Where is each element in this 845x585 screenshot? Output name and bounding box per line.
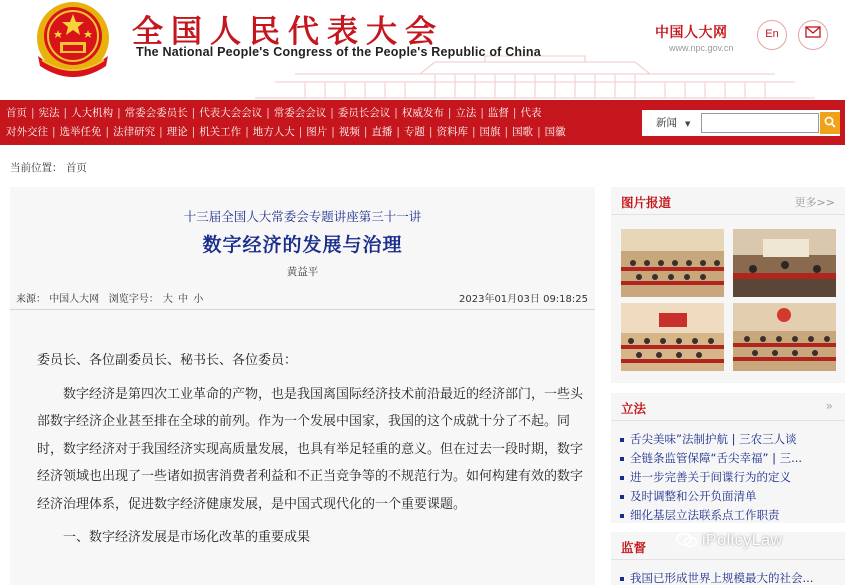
nav-item-supervision[interactable]: 监督 bbox=[487, 107, 509, 119]
search-button[interactable] bbox=[820, 112, 840, 134]
main-navigation bbox=[0, 100, 845, 145]
nav-item-emblem[interactable]: 国徽 bbox=[544, 126, 566, 138]
chevron-down-icon: ▼ bbox=[685, 120, 691, 128]
nav-item-elections[interactable]: 选举任免 bbox=[59, 126, 102, 138]
search-category-value: 新闻 bbox=[656, 117, 677, 129]
font-size-small[interactable]: 小 bbox=[193, 294, 204, 305]
photo-news-more-link[interactable]: 更多>> bbox=[794, 196, 835, 209]
great-hall-graphic bbox=[255, 52, 815, 100]
article-body bbox=[37, 347, 585, 552]
article-meta bbox=[16, 290, 588, 305]
supervision-title: 监督 bbox=[621, 540, 647, 555]
nav-item-legal-research[interactable]: 法律研究 bbox=[113, 126, 156, 138]
site-title-english: The National People's Congress of the People's Republic of China bbox=[136, 45, 541, 59]
watermark bbox=[676, 532, 783, 550]
site-title-chinese: 全国人民代表大会 bbox=[132, 14, 444, 50]
breadcrumb-label: 当前位置： bbox=[10, 162, 63, 174]
supervision-item[interactable]: 我国已形成世界上规模最大的社会... bbox=[619, 569, 845, 585]
nav-item-deputies[interactable]: 代表 bbox=[520, 107, 542, 119]
nav-item-agency-work[interactable]: 机关工作 bbox=[199, 126, 242, 138]
nav-item-legislation[interactable]: 立法 bbox=[455, 107, 477, 119]
double-chevron-right-icon[interactable]: » bbox=[825, 399, 833, 413]
site-header bbox=[0, 0, 845, 100]
nav-item-pictures[interactable]: 图片 bbox=[306, 126, 328, 138]
search-bar bbox=[642, 110, 840, 136]
npc-logo[interactable] bbox=[655, 22, 737, 53]
nav-links bbox=[6, 104, 634, 142]
wechat-icon bbox=[676, 532, 698, 548]
photo-thumbnail[interactable] bbox=[621, 303, 724, 371]
nav-item-theory[interactable]: 理论 bbox=[166, 126, 188, 138]
meta-divider bbox=[10, 309, 595, 310]
national-emblem-icon bbox=[30, 0, 116, 78]
watermark-text: iPolicyLaw bbox=[702, 532, 783, 549]
nav-item-chairman[interactable]: 常委会委员长 bbox=[124, 107, 188, 119]
legislation-title: 立法 bbox=[621, 401, 647, 416]
nav-item-npc-organs[interactable]: 人大机构 bbox=[71, 107, 114, 119]
article-greeting: 委员长、各位副委员长、秘书长、各位委员： bbox=[37, 353, 298, 368]
nav-row-1: 首页 | 宪法 | 人大机构 | 常委会委员长 | 代表大会会议 | 常委会会议 | 委员长会议 | 权威发布 | 立法 | 监督 | 代表 bbox=[6, 107, 542, 119]
font-size-large[interactable]: 大 bbox=[162, 294, 173, 305]
nav-row-2: 对外交往 | 选举任免 | 法律研究 | 理论 | 机关工作 | 地方人大 | 图片 | 视频 | 直播 | 专题 | 资料库 | 国旗 | 国歌 | 国徽 bbox=[6, 126, 566, 138]
nav-item-video[interactable]: 视频 bbox=[338, 126, 360, 138]
nav-item-releases[interactable]: 权威发布 bbox=[401, 107, 444, 119]
nav-item-constitution[interactable]: 宪法 bbox=[38, 107, 60, 119]
legislation-item[interactable]: 全链条监管保障“舌尖幸福” | 三... bbox=[619, 449, 845, 468]
mail-icon bbox=[805, 26, 821, 38]
article-section-heading: 一、数字经济发展是市场化改革的重要成果 bbox=[63, 530, 311, 545]
nav-item-foreign-affairs[interactable]: 对外交往 bbox=[6, 126, 48, 138]
nav-item-chairmen-meetings[interactable]: 委员长会议 bbox=[337, 107, 391, 119]
legislation-item[interactable]: 及时调整和公开负面清单 bbox=[619, 487, 845, 506]
search-category-select[interactable] bbox=[656, 115, 690, 130]
legislation-header bbox=[611, 393, 845, 421]
legislation-panel bbox=[611, 393, 845, 523]
legislation-list bbox=[611, 421, 845, 525]
nav-item-flag[interactable]: 国旗 bbox=[479, 126, 501, 138]
article-title: 数字经济的发展与治理 bbox=[202, 234, 403, 256]
article-date: 2023年01月03日 09:18:25 bbox=[459, 294, 588, 305]
legislation-item[interactable]: 舌尖美味”法制护航 | 三农三人谈 bbox=[619, 430, 845, 449]
nav-item-database[interactable]: 资料库 bbox=[436, 126, 468, 138]
article-paragraph: 数字经济是第四次工业革命的产物，也是我国离国际经济技术前沿最近的经济部门，一些头部数字经济企业甚至排在全球的前列。作为一个发展中国家，我国的这个成就十分了不起。同时，数字经济对于我国经济实现高质量发展，也具有举足轻重的意义。但在过去一段时期，数字经济领域也出现了一些诸如损害消费者利益和不正当竞争等的不规范行为。如何构建有效的数字经济治理体系，促进数字经济健康发展，是中国式现代化的一个重要课题。 bbox=[37, 386, 584, 512]
photo-thumbnail[interactable] bbox=[733, 229, 836, 297]
photo-thumbnail[interactable] bbox=[733, 303, 836, 371]
search-icon bbox=[824, 116, 836, 128]
font-size-medium[interactable]: 中 bbox=[178, 294, 189, 305]
supervision-list bbox=[611, 560, 845, 585]
article bbox=[10, 187, 595, 585]
nav-item-topics[interactable]: 专题 bbox=[403, 126, 425, 138]
breadcrumb-home-link[interactable]: 首页 bbox=[65, 162, 87, 174]
nav-item-congress-sessions[interactable]: 代表大会会议 bbox=[199, 107, 263, 119]
search-input[interactable] bbox=[701, 113, 819, 133]
font-size-label: 浏览字号： bbox=[108, 294, 159, 305]
nav-item-live[interactable]: 直播 bbox=[371, 126, 393, 138]
article-subtitle: 十三届全国人大常委会专题讲座第三十一讲 bbox=[183, 209, 422, 224]
npc-logo-text: 中国人大网 bbox=[655, 25, 728, 41]
npc-logo-url: www.npc.gov.cn bbox=[669, 43, 734, 53]
nav-item-home[interactable]: 首页 bbox=[6, 107, 27, 119]
article-author: 黄益平 bbox=[286, 266, 319, 278]
legislation-item[interactable]: 进一步完善关于间谍行为的定义 bbox=[619, 468, 845, 487]
nav-item-local-congress[interactable]: 地方人大 bbox=[252, 126, 295, 138]
photo-news-panel bbox=[611, 187, 845, 383]
source-label: 来源： bbox=[16, 294, 46, 305]
photo-news-header bbox=[611, 187, 845, 215]
legislation-item[interactable]: 细化基层立法联系点工作职责 bbox=[619, 506, 845, 525]
english-version-button[interactable]: En bbox=[757, 20, 787, 50]
source-value: 中国人大网 bbox=[49, 294, 100, 305]
breadcrumb bbox=[10, 160, 87, 175]
mail-button[interactable] bbox=[798, 20, 828, 50]
photo-thumbnail[interactable] bbox=[621, 229, 724, 297]
photo-news-title: 图片报道 bbox=[621, 195, 672, 210]
nav-item-standing-committee-sessions[interactable]: 常委会会议 bbox=[273, 107, 327, 119]
nav-item-anthem[interactable]: 国歌 bbox=[512, 126, 534, 138]
